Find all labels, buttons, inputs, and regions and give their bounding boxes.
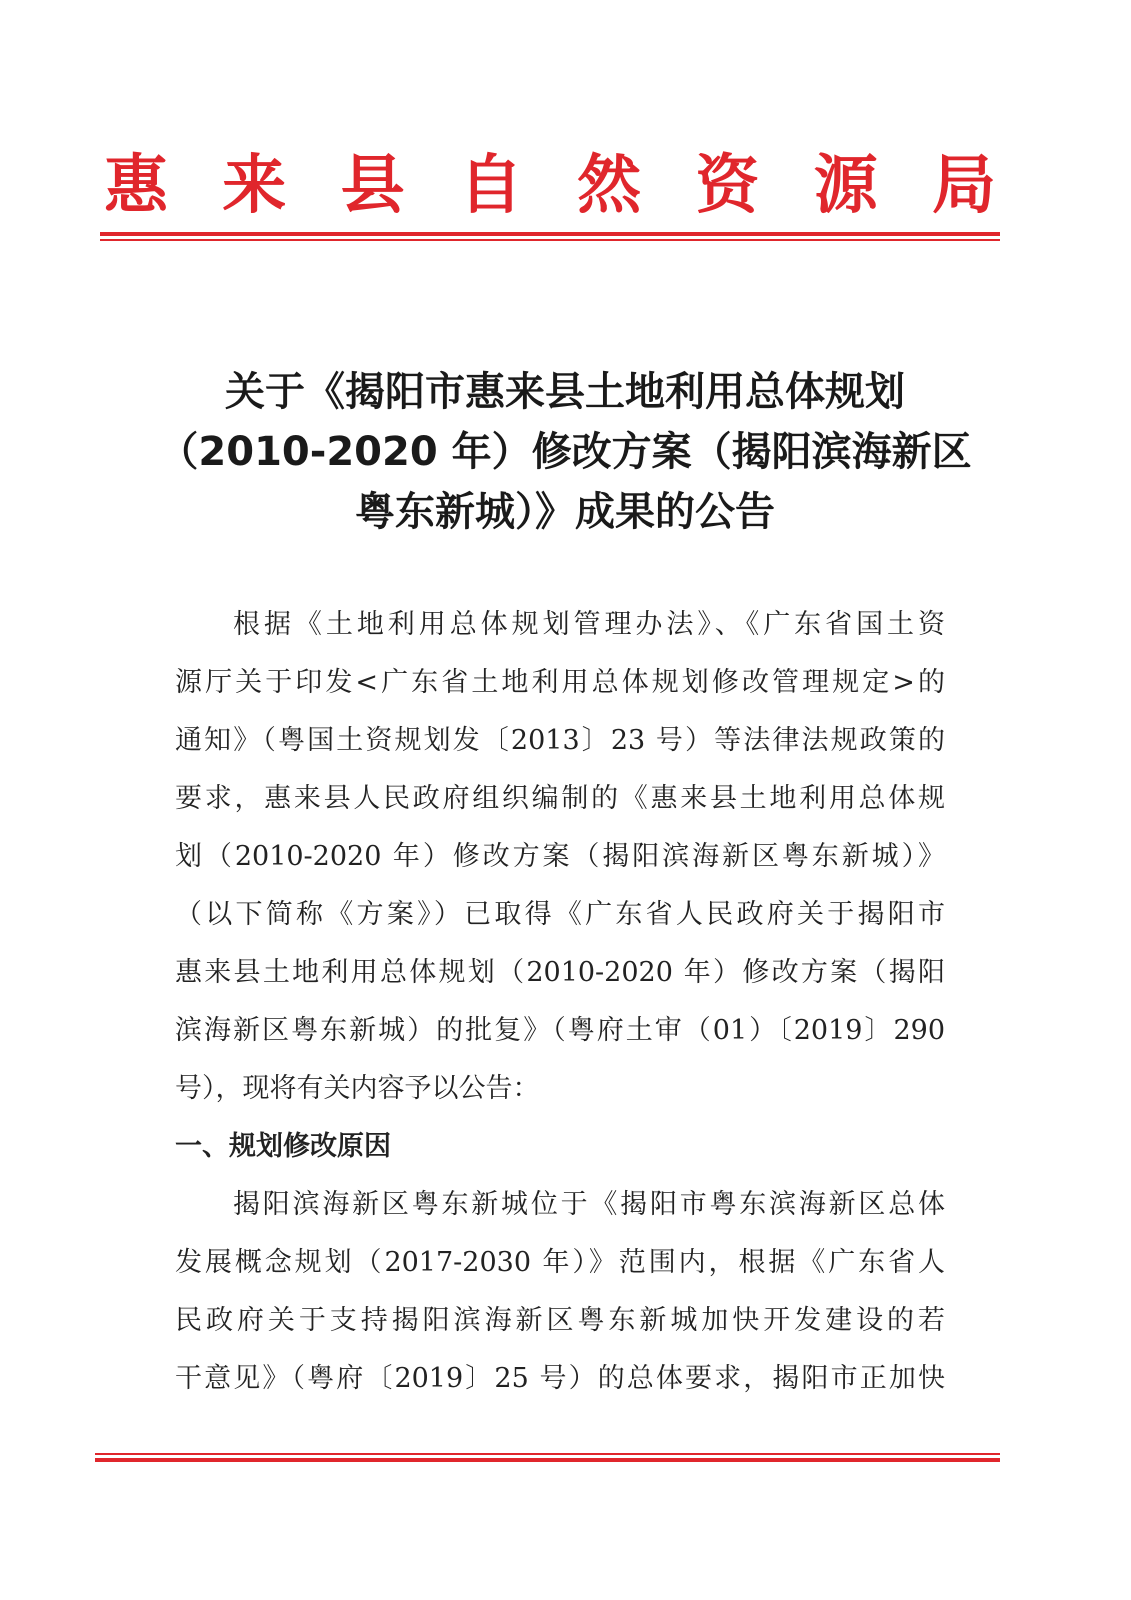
letterhead-issuer xyxy=(100,150,1000,222)
paragraph-line: 发展概念规划（2017-2030 年）》范围内，根据《广东省人 xyxy=(175,1247,945,1278)
letterhead-char: 县 xyxy=(340,148,405,223)
title-line: 关于《揭阳市惠来县土地利用总体规划 xyxy=(225,369,905,415)
paragraph-line: 滨海新区粤东新城）的批复》（粤府土审（01）〔2019〕290 xyxy=(175,1015,945,1046)
letterhead-char: 惠 xyxy=(104,148,168,223)
header-divider-thin xyxy=(100,239,1000,241)
paragraph-line: 划（2010-2020 年）修改方案（揭阳滨海新区粤东新城）》 xyxy=(175,841,945,872)
document-title xyxy=(150,362,980,542)
paragraph-line: 惠来县土地利用总体规划（2010-2020 年）修改方案（揭阳 xyxy=(175,957,945,988)
letterhead-char: 资 xyxy=(695,148,760,223)
letterhead-char: 来 xyxy=(222,148,287,223)
document-body xyxy=(175,596,945,1408)
paragraph-line: 揭阳滨海新区粤东新城位于《揭阳市粤东滨海新区总体 xyxy=(233,1189,945,1220)
paragraph-line: 源厅关于印发<广东省土地利用总体规划修改管理规定>的 xyxy=(175,667,945,698)
section-heading: 一、规划修改原因 xyxy=(175,1131,391,1162)
paragraph-line: 要求，惠来县人民政府组织编制的《惠来县土地利用总体规 xyxy=(175,783,945,814)
letterhead-char: 然 xyxy=(577,148,642,223)
paragraph-line: 干意见》（粤府〔2019〕25 号）的总体要求，揭阳市正加快 xyxy=(175,1363,945,1394)
paragraph-line: 根据《土地利用总体规划管理办法》、《广东省国土资 xyxy=(233,609,945,640)
paragraph-line: 通知》（粤国土资规划发〔2013〕23 号）等法律法规政策的 xyxy=(175,725,945,756)
paragraph-line: （以下简称《方案》）已取得《广东省人民政府关于揭阳市 xyxy=(175,899,945,930)
letterhead-char: 自 xyxy=(458,148,523,223)
footer-divider-thin xyxy=(95,1453,1000,1455)
header-divider-thick xyxy=(100,232,1000,236)
title-line: （2010-2020 年）修改方案（揭阳滨海新区 xyxy=(158,429,972,475)
footer-divider xyxy=(95,1453,1000,1462)
letterhead-char: 局 xyxy=(931,148,996,223)
footer-divider-thick xyxy=(95,1458,1000,1462)
title-line: 粤东新城）》成果的公告 xyxy=(355,489,775,535)
paragraph-line: 民政府关于支持揭阳滨海新区粤东新城加快开发建设的若 xyxy=(175,1305,945,1336)
header-divider xyxy=(100,232,1000,241)
letterhead-char: 源 xyxy=(813,148,878,223)
paragraph-line: 号），现将有关内容予以公告： xyxy=(175,1073,540,1104)
